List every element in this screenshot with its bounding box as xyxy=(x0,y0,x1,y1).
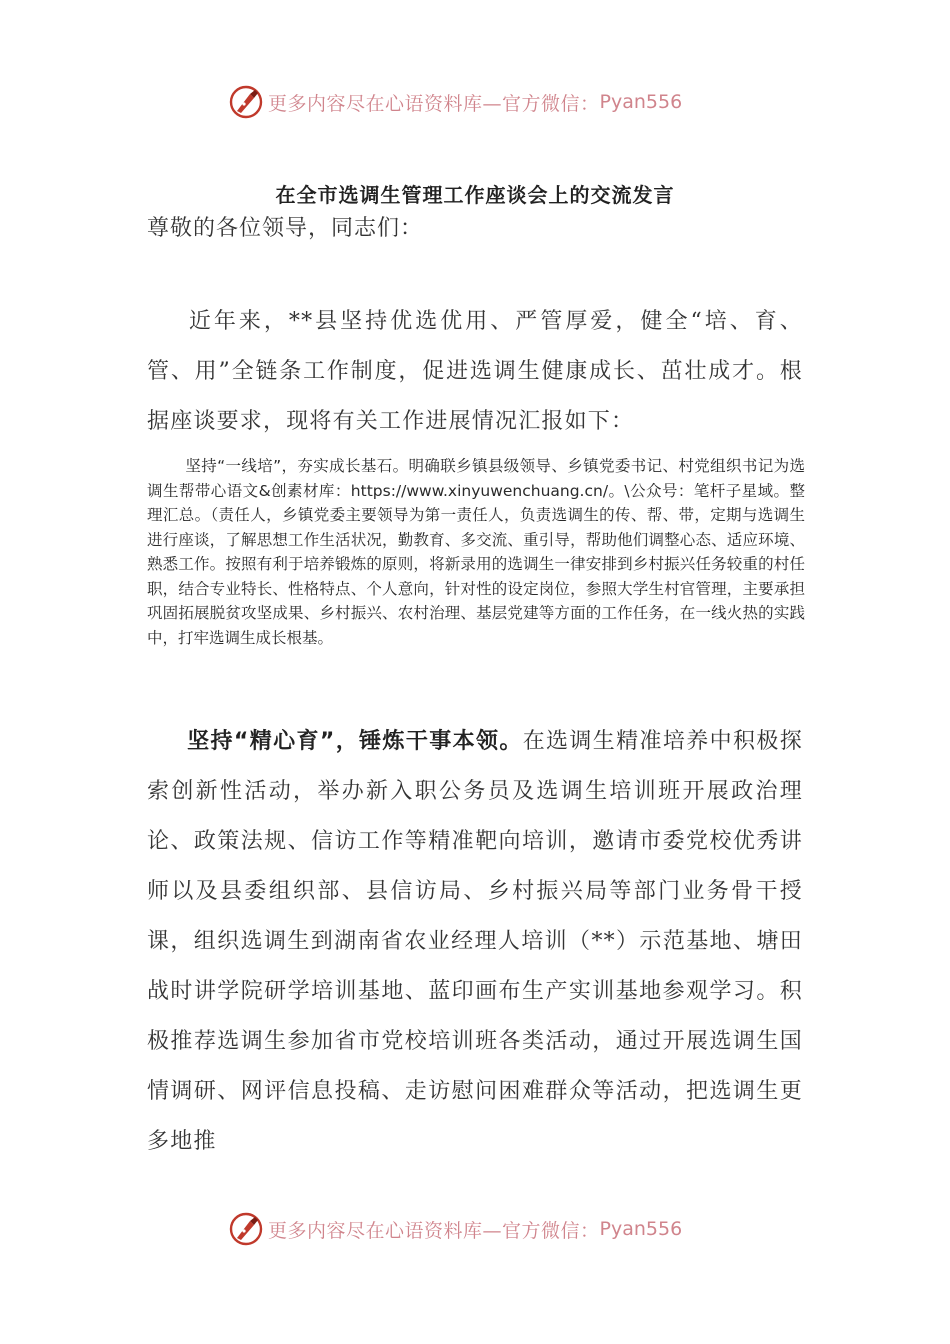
section-two-text: 在选调生精准培养中积极探索创新性活动，举办新入职公务员及选调生培训班开展政治理论、政策法规、信访工作等精准靶向培训，邀请市委党校优秀讲师以及县委组织部、县信访局、乡村振兴局等部门业务骨干授课，组织选调生到湖南省农业经理人培训（**）示范基地、塘田战时讲学院研学培训基地、蓝印画布生产实训基地参观学习。积极推荐选调生参加省市党校培训班各类活动，通过开展选调生国情调研、网评信息投稿、走访慰问困难群众等活动，把选调生更多地推 xyxy=(147,729,803,1154)
watermark-text: 更多内容尽在心语资料库—官方微信： xyxy=(268,1219,600,1242)
footer-watermark xyxy=(228,1211,682,1247)
watermark-text: 更多内容尽在心语资料库—官方微信： xyxy=(268,92,600,115)
section-two-heading: 坚持“精心育”，锤炼干事本领。 xyxy=(187,729,523,754)
watermark-wechat-id: Pyan556 xyxy=(599,91,683,113)
section-two-paragraph xyxy=(147,717,803,1167)
intro-text: 近年来，**县坚持优选优用、严管厚爱，健全“培、育、管、用”全链条工作制度，促进选调生健康成长、茁壮成才。根据座谈要求，现将有关工作进展情况汇报如下： xyxy=(147,309,803,434)
document-title: 在全市选调生管理工作座谈会上的交流发言 xyxy=(275,183,675,207)
pen-nib-logo-icon xyxy=(228,1211,264,1247)
pen-nib-logo-icon xyxy=(228,84,264,120)
salutation: 尊敬的各位领导，同志们： xyxy=(147,216,424,241)
section-one-text: 坚持“一线培”，夯实成长基石。明确联乡镇县级领导、乡镇党委书记、村党组织书记为选调生帮带心语文&创素材库：https://www.xinyuwenchuang.cn/。\公众号：笔杆子星域。整理汇总。（责任人，乡镇党委主要领导为第一责任人，负责选调生的传、帮、带，定期与选调生进行座谈，了解思想工作生活状况，勤教育、多交流、重引导，帮助他们调整心态、适应环境、熟悉工作。按照有利于培养锻炼的原则，将新录用的选调生一律安排到乡村振兴任务较重的村任职，结合专业特长、性格特点、个人意向，针对性的设定岗位，参照大学生村官管理，主要承担巩固拓展脱贫攻坚成果、乡村振兴、农村治理、基层党建等方面的工作任务，在一线火热的实践中，打牢选调生成长根基。 xyxy=(147,457,805,647)
header-watermark xyxy=(228,84,682,120)
intro-paragraph xyxy=(147,297,803,447)
watermark-wechat-id: Pyan556 xyxy=(599,1218,683,1240)
section-one-paragraph xyxy=(147,454,805,650)
